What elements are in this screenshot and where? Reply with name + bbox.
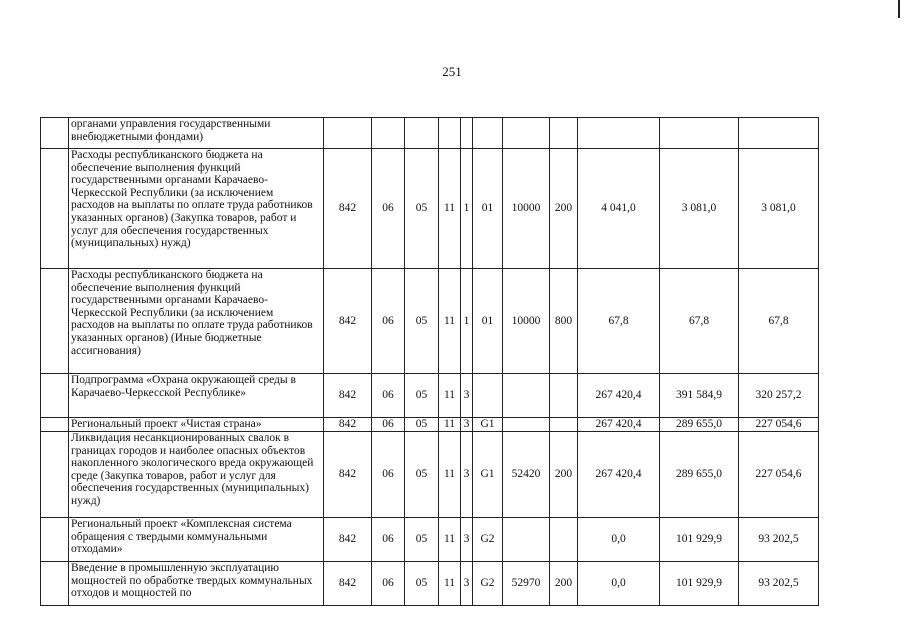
program-code-cell: 11: [439, 149, 461, 269]
sum-year-1-cell: 4 041,0: [578, 149, 660, 269]
sum-year-2-cell: 391 584,9: [660, 374, 739, 418]
sum-year-1-cell: 0,0: [578, 562, 660, 606]
page-number: 251: [442, 64, 462, 79]
sum-year-1-cell: 0,0: [578, 518, 660, 562]
subsection-code-cell: 05: [405, 149, 439, 269]
table-row: [41, 149, 819, 269]
sum-year-1-cell: 267 420,4: [578, 432, 660, 518]
expense-type-code-cell: 200: [550, 149, 578, 269]
subprogram-code-cell: 3: [461, 418, 473, 432]
expense-type-code-cell: [550, 418, 578, 432]
section-code-cell: 06: [372, 374, 405, 418]
project-code-cell: G1: [473, 418, 503, 432]
subsection-code-cell: 05: [405, 374, 439, 418]
expense-name-cell: Ликвидация несанкционированных свалок в границах городов и наиболее опасных объектов накопленного экологического вреда окружающей среде (Закупка товаров, работ и услуг для обеспечения государственных (муниципальных) нужд): [69, 432, 324, 518]
subprogram-code-cell: 3: [461, 432, 473, 518]
expense-name-cell: Региональный проект «Комплексная система обращения с твердыми коммунальными отходами»: [69, 518, 324, 562]
project-code-cell: G1: [473, 432, 503, 518]
ved-code-cell: 842: [324, 269, 372, 374]
sum-year-1-cell: 267 420,4: [578, 418, 660, 432]
subsection-code-cell: 05: [405, 418, 439, 432]
section-code-cell: 06: [372, 149, 405, 269]
row-number-cell: [41, 432, 69, 518]
sum-year-2-cell: 3 081,0: [660, 149, 739, 269]
direction-code-cell: [503, 374, 550, 418]
table-row: [41, 432, 819, 518]
sum-year-2-cell: 289 655,0: [660, 432, 739, 518]
project-code-cell: 01: [473, 269, 503, 374]
direction-code-cell: 52970: [503, 562, 550, 606]
sum-year-3-cell: 227 054,6: [739, 418, 819, 432]
subprogram-code-cell: 1: [461, 149, 473, 269]
section-code-cell: 06: [372, 518, 405, 562]
subsection-code-cell: 05: [405, 269, 439, 374]
sum-year-3-cell: 227 054,6: [739, 432, 819, 518]
sum-year-3-cell: 320 257,2: [739, 374, 819, 418]
row-number-cell: [41, 149, 69, 269]
subsection-code-cell: 05: [405, 518, 439, 562]
expense-type-code-cell: [550, 118, 578, 149]
program-code-cell: [439, 118, 461, 149]
ved-code-cell: 842: [324, 374, 372, 418]
table-row: [41, 418, 819, 432]
expense-type-code-cell: 200: [550, 432, 578, 518]
direction-code-cell: [503, 418, 550, 432]
direction-code-cell: [503, 118, 550, 149]
sum-year-3-cell: 93 202,5: [739, 518, 819, 562]
program-code-cell: 11: [439, 562, 461, 606]
sum-year-1-cell: [578, 118, 660, 149]
ved-code-cell: 842: [324, 149, 372, 269]
table-row: [41, 518, 819, 562]
direction-code-cell: 52420: [503, 432, 550, 518]
sum-year-1-cell: 267 420,4: [578, 374, 660, 418]
sum-year-2-cell: 101 929,9: [660, 518, 739, 562]
expense-type-code-cell: [550, 518, 578, 562]
project-code-cell: 01: [473, 149, 503, 269]
sum-year-2-cell: 101 929,9: [660, 562, 739, 606]
sum-year-3-cell: [739, 118, 819, 149]
row-number-cell: [41, 562, 69, 606]
row-number-cell: [41, 269, 69, 374]
direction-code-cell: [503, 518, 550, 562]
project-code-cell: [473, 374, 503, 418]
row-number-cell: [41, 374, 69, 418]
subsection-code-cell: [405, 118, 439, 149]
sum-year-3-cell: 67,8: [739, 269, 819, 374]
expense-name-cell: Расходы республиканского бюджета на обеспечение выполнения функций государственными органами Карачаево-Черкесской Республики (за исключением расходов на выплаты по оплате труда работников указанных органов) (Закупка товаров, работ и услуг для обеспечения государственных (муниципальных) нужд): [69, 149, 324, 269]
program-code-cell: 11: [439, 432, 461, 518]
expense-name-cell: Введение в промышленную эксплуатацию мощностей по обработке твердых коммунальных отходов и мощностей по: [69, 562, 324, 606]
section-code-cell: 06: [372, 269, 405, 374]
section-code-cell: 06: [372, 432, 405, 518]
expense-name-cell: Расходы республиканского бюджета на обеспечение выполнения функций государственными органами Карачаево-Черкесской Республики (за исключением расходов на выплаты по оплате труда работников указанных органов) (Иные бюджетные ассигнования): [69, 269, 324, 374]
row-number-cell: [41, 418, 69, 432]
program-code-cell: 11: [439, 374, 461, 418]
subsection-code-cell: 05: [405, 432, 439, 518]
section-code-cell: 06: [372, 418, 405, 432]
subprogram-code-cell: 3: [461, 518, 473, 562]
ved-code-cell: 842: [324, 432, 372, 518]
budget-table: [40, 117, 819, 606]
project-code-cell: G2: [473, 518, 503, 562]
sum-year-2-cell: 289 655,0: [660, 418, 739, 432]
sum-year-3-cell: 3 081,0: [739, 149, 819, 269]
sum-year-1-cell: 67,8: [578, 269, 660, 374]
project-code-cell: G2: [473, 562, 503, 606]
subprogram-code-cell: 3: [461, 374, 473, 418]
subprogram-code-cell: [461, 118, 473, 149]
table-row: [41, 562, 819, 606]
row-number-cell: [41, 518, 69, 562]
section-code-cell: [372, 118, 405, 149]
subsection-code-cell: 05: [405, 562, 439, 606]
row-number-cell: [41, 118, 69, 149]
subprogram-code-cell: 1: [461, 269, 473, 374]
ved-code-cell: [324, 118, 372, 149]
ved-code-cell: 842: [324, 418, 372, 432]
direction-code-cell: 10000: [503, 149, 550, 269]
expense-type-code-cell: 200: [550, 562, 578, 606]
program-code-cell: 11: [439, 418, 461, 432]
expense-type-code-cell: 800: [550, 269, 578, 374]
scan-edge-mark: [898, 0, 900, 18]
ved-code-cell: 842: [324, 562, 372, 606]
section-code-cell: 06: [372, 562, 405, 606]
subprogram-code-cell: 3: [461, 562, 473, 606]
expense-type-code-cell: [550, 374, 578, 418]
expense-name-cell: Региональный проект «Чистая страна»: [69, 418, 324, 432]
table-row: [41, 118, 819, 149]
ved-code-cell: 842: [324, 518, 372, 562]
direction-code-cell: 10000: [503, 269, 550, 374]
program-code-cell: 11: [439, 269, 461, 374]
sum-year-2-cell: 67,8: [660, 269, 739, 374]
program-code-cell: 11: [439, 518, 461, 562]
project-code-cell: [473, 118, 503, 149]
sum-year-3-cell: 93 202,5: [739, 562, 819, 606]
sum-year-2-cell: [660, 118, 739, 149]
expense-name-cell: Подпрограмма «Охрана окружающей среды в Карачаево-Черкесской Республике»: [69, 374, 324, 418]
table-row: [41, 374, 819, 418]
expense-name-cell: органами управления государственными внебюджетными фондами): [69, 118, 324, 149]
table-row: [41, 269, 819, 374]
